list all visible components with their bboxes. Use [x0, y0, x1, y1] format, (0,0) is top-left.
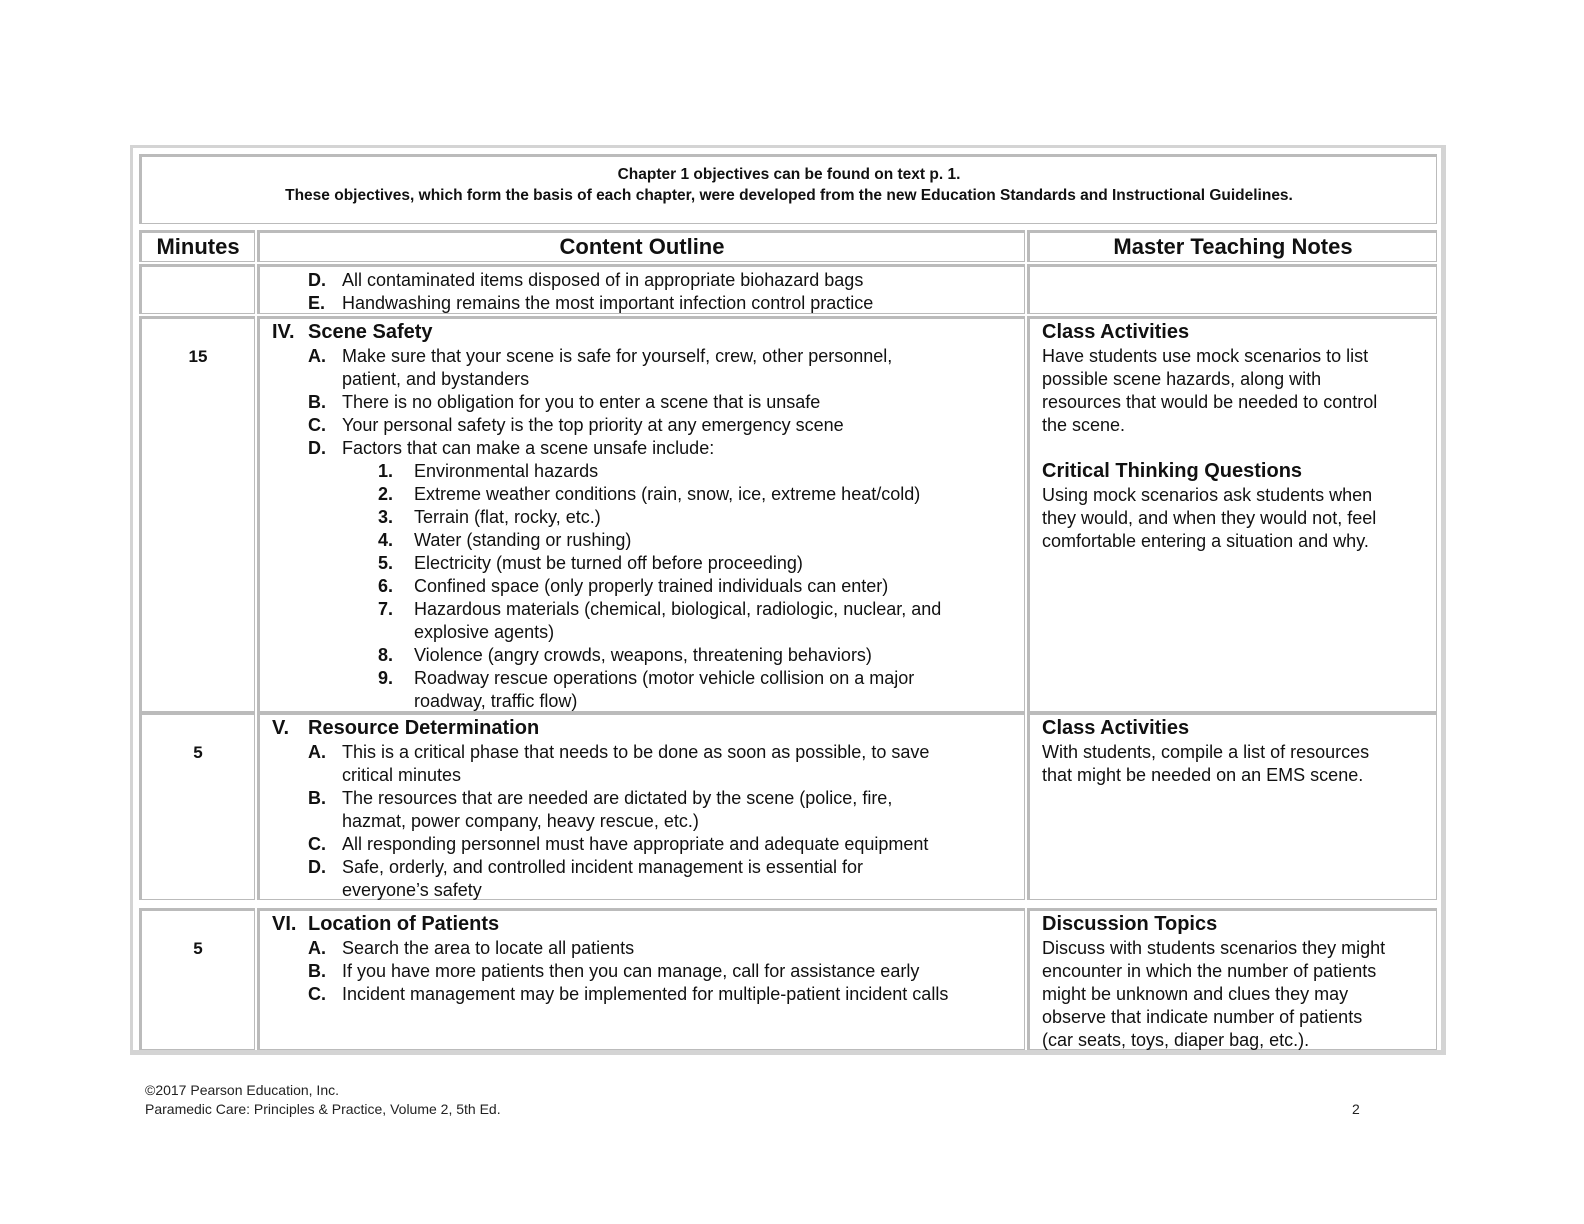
notes-text: With students, compile a list of resources that might be needed on an EMS scene. — [1042, 742, 1370, 785]
section-number: IV. — [272, 321, 295, 343]
outline-subitem: explosive agents) — [414, 622, 555, 642]
column-header-notes: Master Teaching Notes — [1027, 230, 1437, 262]
outline-item: D. Safe, orderly, and controlled incident management is essential for — [308, 857, 863, 877]
notes-text: Discuss with students scenarios they might encounter in which the number of patients might be unknown and clues they may observe that indicate number of patients (car seats, toys, diaper bag, etc.). — [1042, 938, 1386, 1050]
outline-subitem: 9. Roadway rescue operations (motor vehicle collision on a major — [378, 668, 915, 688]
outline-item: B. There is no obligation for you to enter a scene that is unsafe — [308, 392, 821, 412]
notes-text: Have students use mock scenarios to list possible scene hazards, along with resources that would be needed to control the scene. — [1042, 346, 1378, 435]
row3-minutes: 5 — [139, 908, 255, 1050]
section-number: V. — [272, 717, 290, 739]
outline-item: E. Handwashing remains the most important infection control practice — [308, 293, 874, 313]
row1-minutes: 15 — [139, 316, 255, 712]
outline-item: A. Make sure that your scene is safe for yourself, crew, other personnel, — [308, 346, 893, 366]
outline-subitem: 3. Terrain (flat, rocky, etc.) — [378, 507, 601, 527]
outline-item: critical minutes — [342, 765, 462, 785]
section-title: Location of Patients — [308, 913, 500, 935]
row3-content-cell — [257, 908, 1025, 1050]
footer-book-title: Paramedic Care: Principles & Practice, Volume 2, 5th Ed. — [145, 1101, 501, 1117]
outline-subitem: 6. Confined space (only properly trained individuals can enter) — [378, 576, 889, 596]
row0-notes-cell — [1027, 264, 1437, 314]
notes-heading: Discussion Topics — [1042, 913, 1218, 935]
notes-text: Using mock scenarios ask students when they would, and when they would not, feel comfortable entering a situation and why. — [1042, 485, 1377, 551]
outline-item: B. The resources that are needed are dictated by the scene (police, fire, — [308, 788, 893, 808]
row1-content-cell — [257, 316, 1025, 712]
column-header-minutes: Minutes — [139, 230, 255, 262]
column-header-content: Content Outline — [257, 230, 1025, 262]
outline-subitem: 4. Water (standing or rushing) — [378, 530, 632, 550]
outline-item: C. Your personal safety is the top priority at any emergency scene — [308, 415, 844, 435]
outline-item: D. Factors that can make a scene unsafe include: — [308, 438, 715, 458]
row2-notes-cell — [1027, 712, 1437, 900]
section-title: Scene Safety — [308, 321, 433, 343]
outline-item: C. All responding personnel must have appropriate and adequate equipment — [308, 834, 929, 854]
footer-copyright: ©2017 Pearson Education, Inc. — [145, 1082, 339, 1098]
outline-item: B. If you have more patients then you can manage, call for assistance early — [308, 961, 920, 981]
row0-minutes-cell — [139, 264, 255, 314]
outline-item: A. Search the area to locate all patients — [308, 938, 635, 958]
outline-item: everyone’s safety — [342, 880, 482, 900]
outline-subitem: 2. Extreme weather conditions (rain, snow, ice, extreme heat/cold) — [378, 484, 921, 504]
objectives-line-2: These objectives, which form the basis of each chapter, were developed from the new Education Standards and Instructional Guidelines. — [285, 187, 1293, 204]
outline-subitem: 5. Electricity (must be turned off before proceeding) — [378, 553, 803, 573]
section-title: Resource Determination — [308, 717, 540, 739]
row0-content-cell — [257, 264, 1025, 314]
section-number: VI. — [272, 913, 297, 935]
row1-notes-cell — [1027, 316, 1437, 712]
lesson-plan-table — [130, 145, 1446, 1055]
outline-item: C. Incident management may be implemented for multiple-patient incident calls — [308, 984, 949, 1004]
notes-heading: Class Activities — [1042, 717, 1190, 739]
outline-subitem: 8. Violence (angry crowds, weapons, threatening behaviors) — [378, 645, 872, 665]
page-number: 2 — [1352, 1101, 1360, 1117]
outline-subitem: 1. Environmental hazards — [378, 461, 599, 481]
objectives-line-1: Chapter 1 objectives can be found on text p. 1. — [617, 166, 961, 183]
notes-heading: Class Activities — [1042, 321, 1190, 343]
row2-content-cell — [257, 712, 1025, 900]
notes-heading: Critical Thinking Questions — [1042, 460, 1303, 482]
row3-notes-cell — [1027, 908, 1437, 1050]
outline-item: hazmat, power company, heavy rescue, etc.) — [342, 811, 699, 831]
outline-subitem: 7. Hazardous materials (chemical, biological, radiologic, nuclear, and — [378, 599, 942, 619]
outline-subitem: roadway, traffic flow) — [414, 691, 578, 711]
objectives-header — [139, 154, 1437, 224]
outline-item: A. This is a critical phase that needs to be done as soon as possible, to save — [308, 742, 930, 762]
row2-minutes: 5 — [139, 712, 255, 900]
outline-item: D. All contaminated items disposed of in appropriate biohazard bags — [308, 270, 864, 290]
outline-item: patient, and bystanders — [342, 369, 530, 389]
